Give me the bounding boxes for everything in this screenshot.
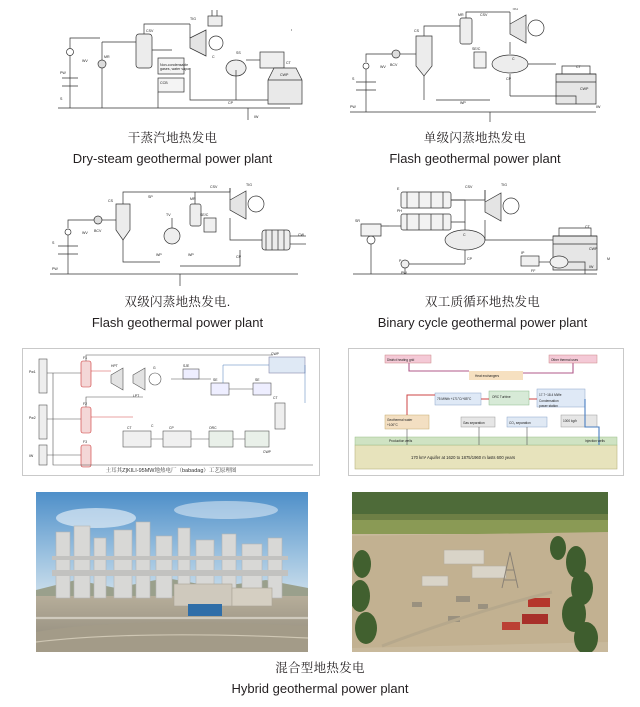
svg-text:WP: WP bbox=[188, 253, 194, 257]
double-flash-schematic bbox=[40, 178, 315, 290]
svg-text:gases, water vapor: gases, water vapor bbox=[160, 67, 191, 71]
figure-double-flash bbox=[40, 178, 315, 330]
svg-text:1000 kg/h: 1000 kg/h bbox=[563, 419, 578, 423]
svg-text:CSV: CSV bbox=[465, 185, 473, 189]
svg-text:SE/C: SE/C bbox=[472, 47, 481, 51]
figure-binary-cycle bbox=[345, 178, 620, 330]
svg-text:C: C bbox=[512, 57, 515, 61]
photo-geothermal-plant bbox=[36, 492, 308, 652]
svg-text:IW: IW bbox=[596, 105, 601, 109]
photo-plant-render bbox=[36, 492, 308, 652]
caption-zh: 双级闪蒸地热发电. bbox=[124, 295, 231, 309]
svg-text:CWP: CWP bbox=[580, 87, 589, 91]
svg-text:PW: PW bbox=[401, 271, 407, 275]
svg-text:17.7~18.4 MWe: 17.7~18.4 MWe bbox=[539, 393, 562, 397]
svg-text:CWP: CWP bbox=[263, 450, 271, 454]
svg-text:Pw2: Pw2 bbox=[29, 416, 36, 420]
svg-text:S: S bbox=[52, 241, 55, 245]
svg-text:+100°C: +100°C bbox=[387, 423, 398, 427]
caption-binary-cycle bbox=[345, 294, 620, 331]
svg-text:IW: IW bbox=[29, 454, 34, 458]
svg-text:ORC: ORC bbox=[209, 426, 217, 430]
svg-text:CT: CT bbox=[585, 225, 590, 229]
svg-text:M: M bbox=[607, 257, 610, 261]
svg-text:CSV: CSV bbox=[146, 29, 154, 33]
svg-text:CCB: CCB bbox=[160, 81, 168, 85]
svg-text:CSV: CSV bbox=[210, 185, 218, 189]
svg-text:CP: CP bbox=[506, 77, 511, 81]
svg-text:FF: FF bbox=[531, 269, 536, 273]
svg-text:CT: CT bbox=[286, 61, 291, 65]
svg-text:WV: WV bbox=[380, 65, 386, 69]
svg-text:F3: F3 bbox=[83, 440, 87, 444]
svg-text:Injection wells: Injection wells bbox=[585, 439, 605, 443]
svg-text:E: E bbox=[397, 187, 400, 191]
diagram-dry-steam bbox=[40, 8, 305, 126]
svg-text:MR: MR bbox=[458, 13, 464, 17]
svg-text:WV: WV bbox=[82, 59, 88, 63]
svg-text:MR: MR bbox=[104, 55, 110, 59]
figure-kizildere-flowsheet bbox=[22, 348, 320, 476]
svg-text:BCV: BCV bbox=[94, 229, 102, 233]
caption-zh: 混合型地热发电 bbox=[275, 661, 365, 675]
diagram-binary-schematic bbox=[345, 178, 620, 290]
svg-text:MR: MR bbox=[190, 197, 196, 201]
svg-text:CP: CP bbox=[169, 426, 174, 430]
caption-en: Binary cycle geothermal power plant bbox=[377, 314, 588, 330]
svg-text:power station: power station bbox=[539, 404, 558, 408]
figure-single-flash bbox=[340, 8, 610, 166]
svg-text:CS: CS bbox=[108, 199, 113, 203]
svg-text:SP: SP bbox=[148, 195, 153, 199]
svg-text:IW: IW bbox=[254, 115, 259, 119]
svg-text:Production wells: Production wells bbox=[389, 439, 413, 443]
svg-text:CT: CT bbox=[273, 396, 278, 400]
caption-en: Flash geothermal power plant bbox=[91, 314, 264, 330]
photo-drilling-render bbox=[352, 492, 608, 652]
svg-text:Pw1: Pw1 bbox=[29, 370, 36, 374]
svg-text:C: C bbox=[212, 55, 215, 59]
svg-text:CWP: CWP bbox=[589, 247, 598, 251]
binary-schematic bbox=[345, 178, 620, 290]
svg-text:TV: TV bbox=[166, 213, 171, 217]
svg-text:Heat exchangers: Heat exchangers bbox=[475, 374, 500, 378]
svg-text:ORC Turbine: ORC Turbine bbox=[492, 395, 511, 399]
svg-text:BCV: BCV bbox=[390, 63, 398, 67]
caption-zh: 双工质循环地热发电 bbox=[424, 295, 541, 309]
svg-text:G: G bbox=[153, 366, 156, 370]
svg-text:S: S bbox=[352, 77, 355, 81]
svg-text:CS: CS bbox=[414, 29, 419, 33]
svg-text:WV: WV bbox=[82, 231, 88, 235]
svg-text:SE: SE bbox=[255, 378, 260, 382]
caption-en: Dry-steam geothermal power plant bbox=[72, 150, 273, 166]
svg-text:CP: CP bbox=[228, 101, 233, 105]
diagram-double-flash bbox=[40, 178, 315, 290]
svg-text:F1: F1 bbox=[83, 356, 87, 360]
svg-text:HPT: HPT bbox=[111, 364, 118, 368]
svg-text:SR: SR bbox=[355, 219, 360, 223]
svg-text:TIG: TIG bbox=[190, 17, 196, 21]
svg-text:IP: IP bbox=[521, 251, 525, 255]
svg-text:Gas separation: Gas separation bbox=[463, 421, 485, 425]
svg-text:SJE: SJE bbox=[183, 364, 190, 368]
svg-text:WP: WP bbox=[460, 101, 466, 105]
svg-text:CT: CT bbox=[127, 426, 132, 430]
svg-text:District heating grid: District heating grid bbox=[387, 358, 415, 362]
caption-single-flash bbox=[340, 130, 610, 167]
svg-text:CWP: CWP bbox=[271, 352, 279, 356]
caption-hybrid bbox=[0, 660, 640, 697]
svg-text:Non-condensable: Non-condensable bbox=[160, 63, 189, 67]
figure-dry-steam bbox=[40, 8, 305, 166]
svg-text:LPT: LPT bbox=[133, 394, 140, 398]
svg-text:TIG: TIG bbox=[501, 183, 507, 187]
svg-text:CWP: CWP bbox=[280, 73, 289, 77]
svg-text:TIG: TIG bbox=[246, 183, 252, 187]
kizildere-inline-caption: 土耳其Z]KILI-95MW地热电厂（babadag）工艺原理图 bbox=[105, 468, 237, 474]
photo-drilling-site bbox=[352, 492, 608, 652]
svg-text:CSV: CSV bbox=[480, 13, 488, 17]
svg-text:CO₂ separation: CO₂ separation bbox=[509, 421, 531, 425]
caption-en: Hybrid geothermal power plant bbox=[231, 680, 409, 696]
diagram-single-flash bbox=[340, 8, 610, 126]
figure-district-heating bbox=[348, 348, 624, 476]
svg-text:TIG: TIG bbox=[512, 8, 518, 11]
single-flash-schematic bbox=[340, 8, 610, 126]
caption-en: Flash geothermal power plant bbox=[389, 150, 561, 166]
svg-text:C: C bbox=[463, 233, 466, 237]
svg-text:WP: WP bbox=[156, 253, 162, 257]
svg-text:SE: SE bbox=[213, 378, 218, 382]
svg-text:CT: CT bbox=[576, 65, 581, 69]
svg-text:Condensation: Condensation bbox=[539, 399, 559, 403]
svg-text:IW: IW bbox=[589, 265, 594, 269]
svg-text:CW: CW bbox=[298, 233, 304, 237]
svg-text:Geothermal water: Geothermal water bbox=[387, 418, 413, 422]
svg-text:SS: SS bbox=[236, 51, 241, 55]
svg-text:PW: PW bbox=[350, 105, 356, 109]
kizildere-schematic bbox=[23, 349, 319, 475]
svg-text:PW: PW bbox=[60, 71, 66, 75]
dry-steam-schematic bbox=[40, 8, 305, 126]
svg-text:PH: PH bbox=[397, 209, 402, 213]
svg-text:S: S bbox=[60, 97, 63, 101]
svg-text:CP: CP bbox=[236, 255, 241, 259]
district-heating-schematic bbox=[349, 349, 623, 475]
caption-zh: 干蒸汽地热发电 bbox=[127, 131, 218, 145]
caption-dry-steam bbox=[40, 130, 305, 167]
svg-text:C: C bbox=[151, 424, 154, 428]
caption-zh: 单级闪蒸地热发电 bbox=[423, 131, 527, 145]
caption-double-flash bbox=[40, 294, 315, 331]
svg-text:PW: PW bbox=[52, 267, 58, 271]
svg-text:Other thermal uses: Other thermal uses bbox=[551, 358, 579, 362]
svg-text:CP: CP bbox=[467, 257, 472, 261]
svg-text:SE/C: SE/C bbox=[200, 213, 209, 217]
aquifer-label: 170 km² Aquifer at 1620 to 1875/1960 m lasts 600 years bbox=[411, 455, 516, 460]
svg-text:F2: F2 bbox=[83, 402, 87, 406]
svg-text:75 MWth +171°C/+85°C: 75 MWth +171°C/+85°C bbox=[437, 397, 472, 401]
svg-text:P: P bbox=[399, 259, 402, 263]
